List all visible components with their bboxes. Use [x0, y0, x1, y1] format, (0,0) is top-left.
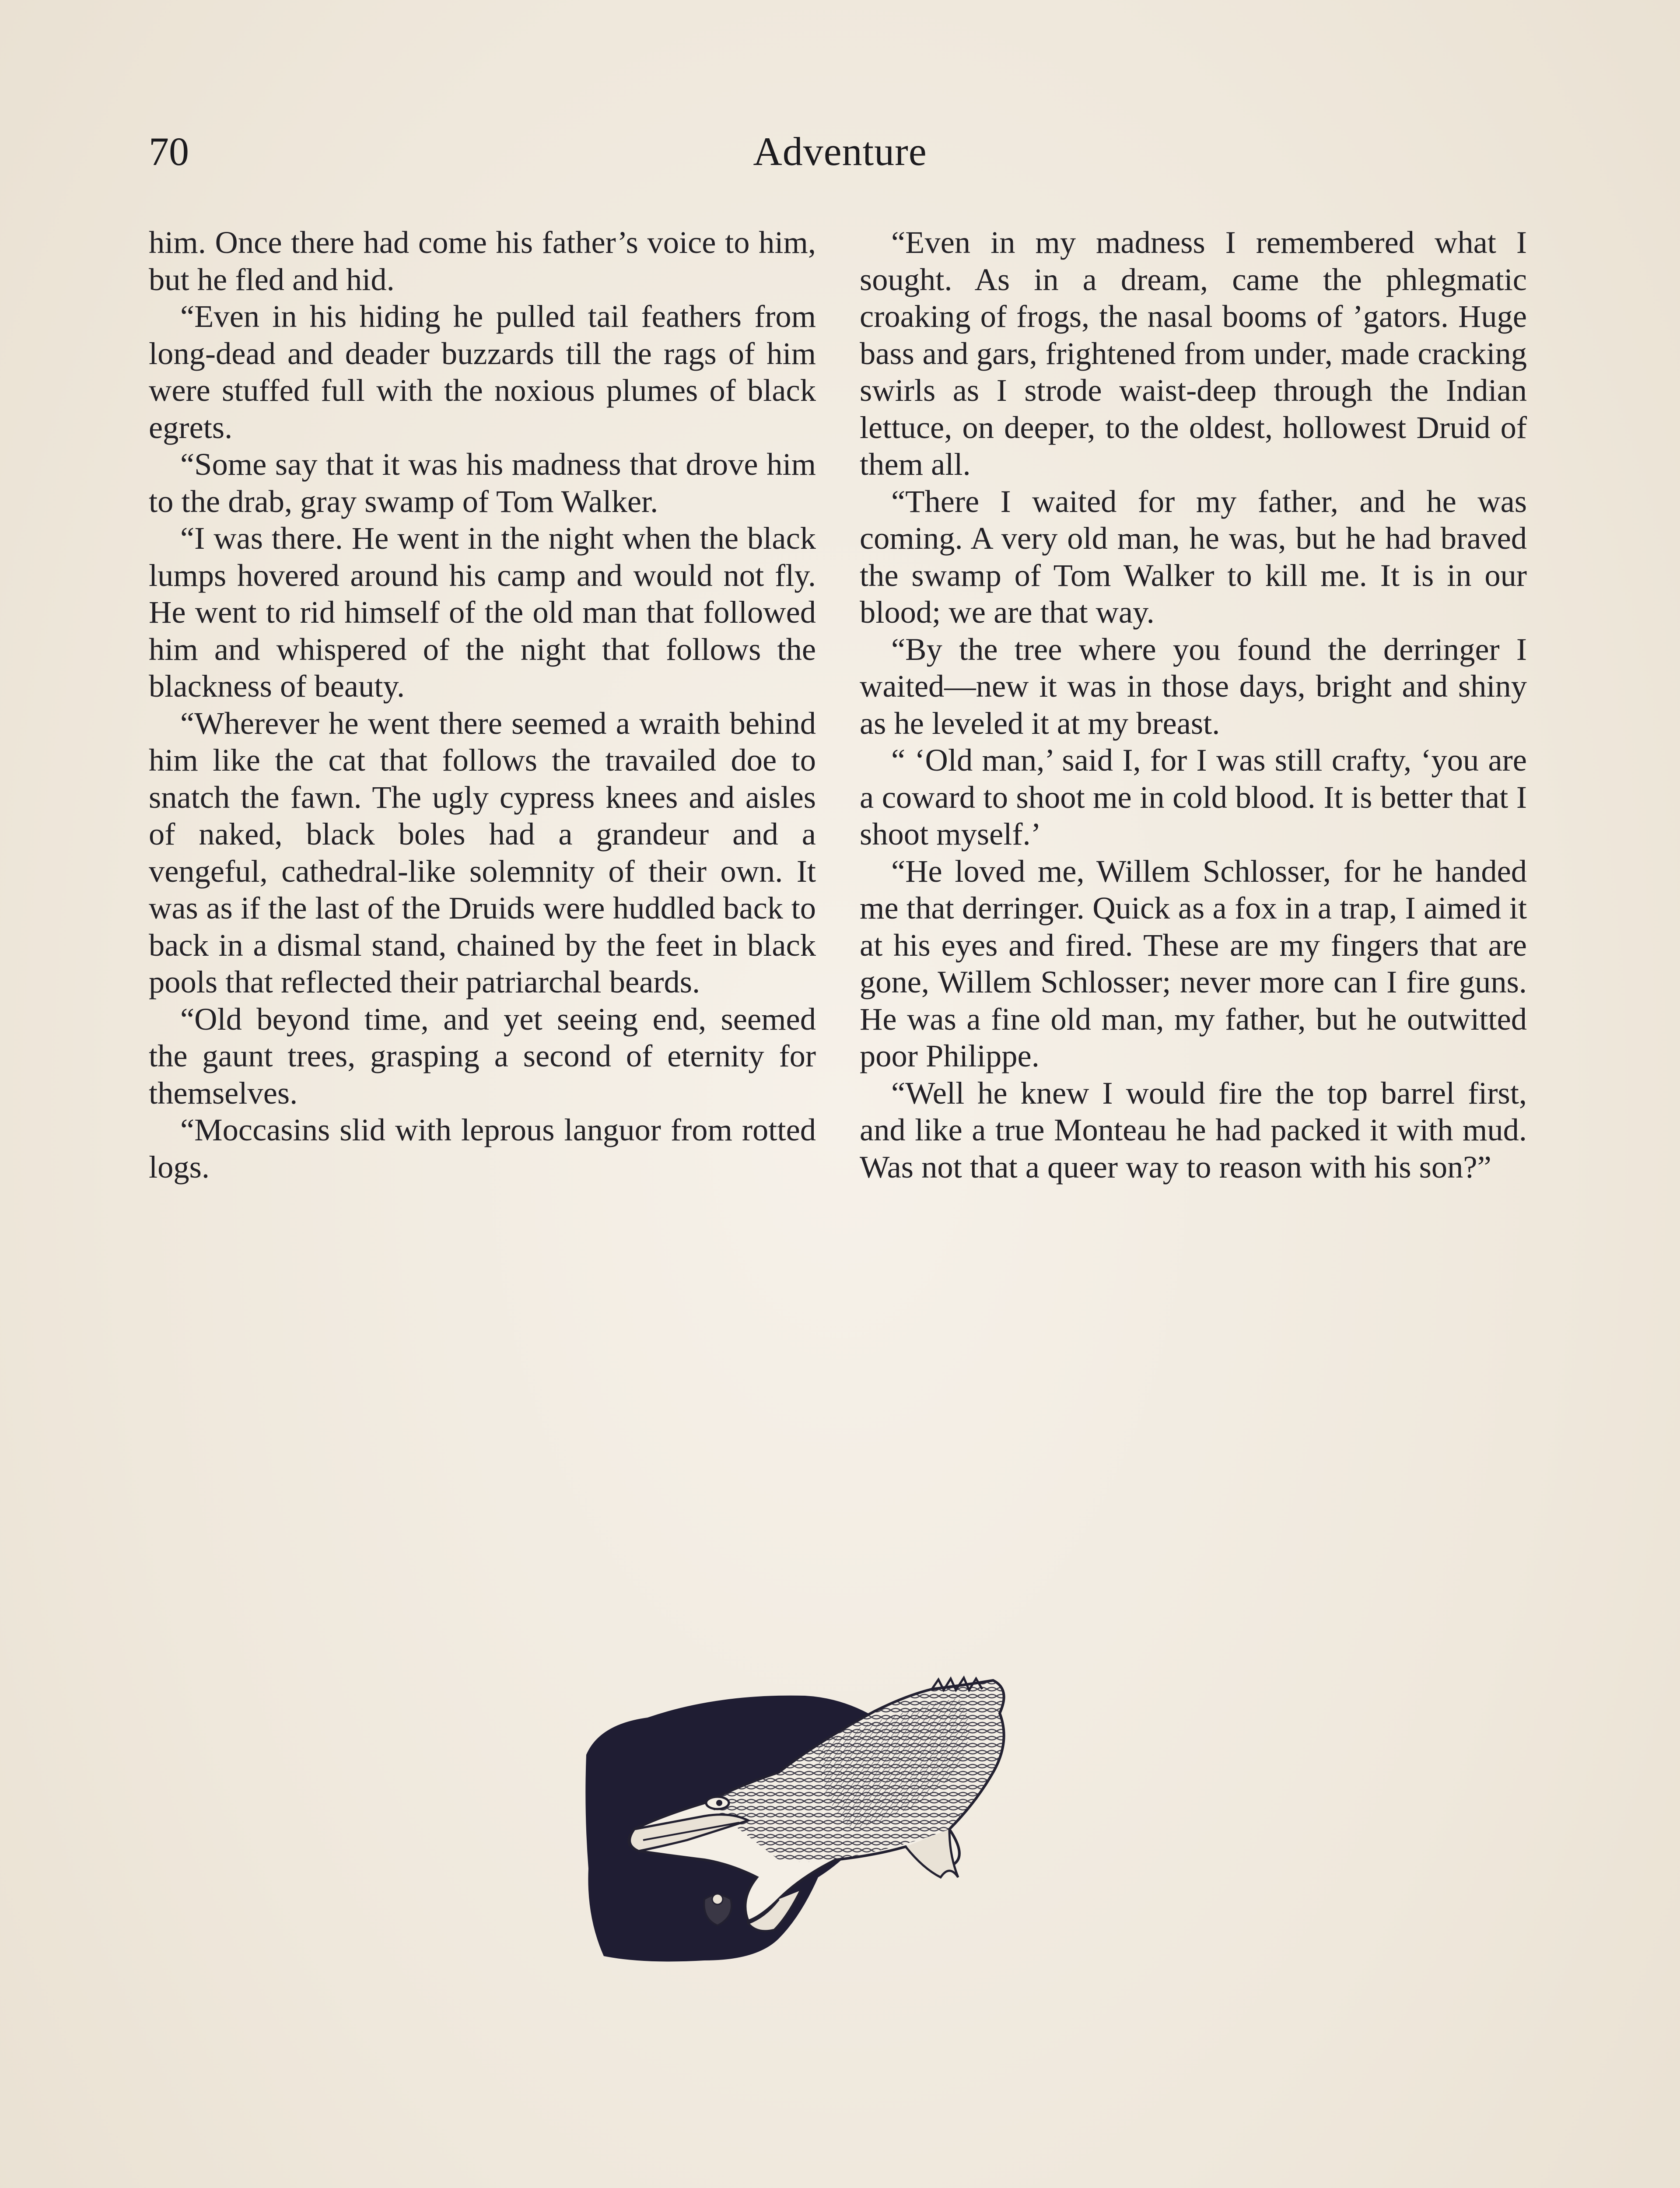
paragraph: “Some say that it was his madness that drove him to the drab, gray swamp of Tom Walker.: [149, 446, 816, 519]
alligator-illustration: [573, 1672, 1116, 1978]
page-number: 70: [149, 129, 189, 174]
paragraph: “Old beyond time, and yet seeing end, seemed the gaunt trees, grasping a second of eternity for themselves.: [149, 1001, 816, 1111]
paragraph: “There I waited for my father, and he was coming. A very old man, he was, but he had braved the swamp of Tom Walker to kill me. It is in our blood; we are that way.: [860, 483, 1527, 630]
paragraph: “Even in his hiding he pulled tail feathers from long-dead and deader buzzards till the rags of him were stuffed full with the noxious plumes of black egrets.: [149, 298, 816, 445]
running-title: Adventure: [753, 129, 927, 174]
paragraph: “Wherever he went there seemed a wraith behind him like the cat that follows the travailed doe to snatch the fawn. The ugly cypress knees and aisles of naked, black boles had a grandeur and a vengeful, cathedral-like solemnity of their own. It was as if the last of the Druids were huddled back to back in a dismal stand, chained by the feet in black pools that reflected their patriarchal beards.: [149, 705, 816, 999]
paragraph: “I was there. He went in the night when the black lumps hovered around his camp and would not fly. He went to rid himself of the old man that followed him and whispered of the night that follows the blackness of beauty.: [149, 520, 816, 704]
paragraph: him. Once there had come his father’s voice to him, but he fled and hid.: [149, 224, 816, 297]
paragraph: “He loved me, Willem Schlosser, for he handed me that derringer. Quick as a fox in a trap, I aimed it at his eyes and fired. These are my fingers that are gone, Willem Schlosser; never more can I fire guns. He was a fine old man, my father, but he outwitted poor Philippe.: [860, 853, 1527, 1073]
left-column: [149, 224, 816, 1185]
paragraph: “ ‘Old man,’ said I, for I was still crafty, ‘you are a coward to shoot me in cold blood. It is better that I shoot myself.’: [860, 742, 1527, 852]
paragraph: “By the tree where you found the derringer I waited—new it was in those days, bright and shiny as he leveled it at my breast.: [860, 631, 1527, 741]
paragraph: “Even in my madness I remembered what I sought. As in a dream, came the phlegmatic croaking of frogs, the nasal booms of ’gators. Huge bass and gars, frightened from under, made cracking swirls as I strode waist-deep through the Indian lettuce, on deeper, to the oldest, hollowest Druid of them all.: [860, 224, 1527, 482]
right-column: [860, 224, 1527, 1185]
paragraph: “Moccasins slid with leprous languor from rotted logs.: [149, 1112, 816, 1185]
paragraph: “Well he knew I would fire the top barrel first, and like a true Monteau he had packed it with mud. Was not that a queer way to reason with his son?”: [860, 1075, 1527, 1185]
